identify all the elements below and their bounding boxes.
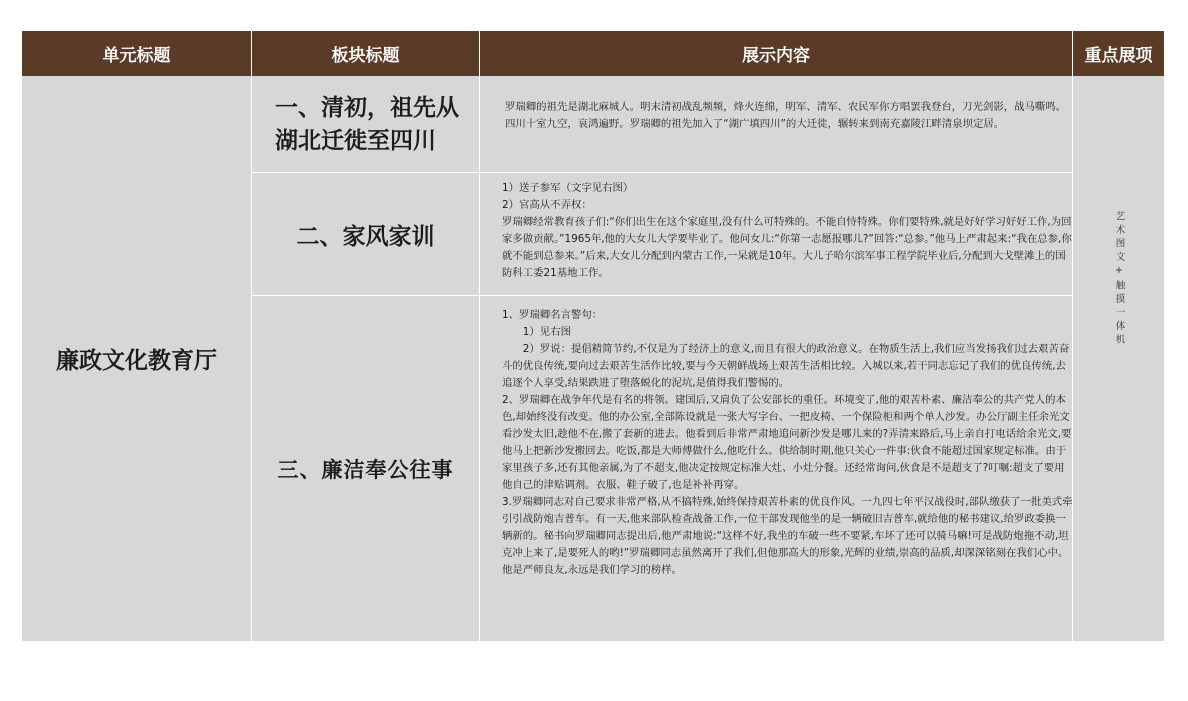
section-title-3: 三、廉洁奉公往事: [277, 457, 454, 482]
content-paragraph: 2、罗瑞卿在战争年代是有名的将领。建国后,又肩负了公安部长的重任。环境变了,他的艰苦朴素、廉洁奉公的共产党人的本色,却始终没有改变。他的办公室,全部陈设就是一张大写字台、一把皮椅、一个保险柜和两个单人沙发。办公厅副主任余光文看沙发太旧,趁他不在,搬了套新的进去。他看到后非常严肃地追问新沙发是哪儿来的?弄清来路后,马上亲自打电话给余光文,要他马上把新沙发搬回去。吃饭,都是大师傅做什么,他吃什么。供给制时期,他只关心一件事:伙食不能超过国家规定标准。由于家里孩子多,还有其他亲属,为了不超支,他决定按规定标准大灶、小灶分餐。还经常询问,伙食是不是超支了?叮嘱:超支了要用他自己的津贴调剂。衣服、鞋子破了,也是补补再穿。: [502, 394, 1072, 491]
content-paragraph: 2）官高从不弄权：: [502, 199, 592, 211]
content-paragraph: 1）送子参军（文字见右图）: [502, 182, 634, 194]
header-content: 展示内容: [480, 31, 1072, 76]
section-title-2: 二、家风家训: [296, 223, 435, 250]
content-paragraph: 罗瑞卿的祖先是湖北麻城人。明末清初战乱频频，烽火连绵，明军、清军、农民军你方唱罢我登台，刀光剑影，战马嘶鸣。四川十室九空，哀鸿遍野。罗瑞卿的祖先加入了“湖广填四川”的大迁徙，辗转来到南充嘉陵江畔清泉坝定居。: [505, 101, 1067, 130]
unit-title: 廉政文化教育厅: [56, 348, 217, 374]
section-title-1: [252, 77, 479, 172]
header-section-title: 板块标题: [252, 31, 479, 76]
header-unit-title: 单元标题: [22, 31, 251, 76]
section-title-1-line1: 一、清初，祖先从: [275, 94, 459, 121]
section-content-2: [502, 180, 1074, 282]
column-divider: [479, 31, 480, 641]
content-paragraph: 2）罗说：提倡精简节约,不仅是为了经济上的意义,而且有很大的政治意义。在物质生活上,我们应当发扬我们过去艰苦奋斗的优良传统,要向过去艰苦生活作比较,要与今天朝鲜战场上艰苦生活相比较。入城以来,若干同志忘记了我们的优良传统,去追逐个人享受,结果跌进了堕落蜕化的泥坑,是值得我们警惕的。: [502, 343, 1070, 389]
section-content-3: [502, 307, 1074, 579]
content-paragraph: 罗瑞卿经常教育孩子们:“你们出生在这个家庭里,没有什么可特殊的。不能自恃特殊。你们要特殊,就是好好学习好好工作,为回家多做贡献。”1965年,他的大女儿大学要毕业了。他问女儿:“你第一志愿报哪儿?”回答:“总参。”他马上严肃起来:“我在总参,你就不能到总参来。”后来,大女儿分配到内蒙古工作,一呆就是10年。大儿子哈尔滨军事工程学院毕业后,分配到大戈壁滩上的国防科工委21基地工作。: [502, 216, 1072, 279]
focus-item-cell: [1073, 76, 1164, 641]
section-content-1: [502, 99, 1074, 133]
content-paragraph: 1）见右图: [522, 326, 571, 338]
section-title-1-line2: 湖北迁徙至四川: [275, 127, 436, 154]
exhibition-table: [22, 31, 1164, 641]
focus-item-text: 艺术图文+触摸一体机: [1113, 211, 1125, 348]
header-focus-item: 重点展项: [1073, 31, 1164, 76]
content-paragraph: 3.罗瑞卿同志对自己要求非常严格,从不搞特殊,始终保持艰苦朴素的优良作风。一九四七年平汉战役时,部队缴获了一批美式牵引引战防炮吉普车。有一天,他来部队检查战备工作,一位干部发现他坐的是一辆破旧吉普车,就给他的秘书建议,给罗政委换一辆新的。秘书向罗瑞卿同志提出后,他严肃地说:“这样不好,我坐的车破一些不要紧,车坏了还可以骑马嘛!可是战防炮拖不动,坦克冲上来了,是要死人的哟!”罗瑞卿同志虽然离开了我们,但他那高大的形象,光辉的业绩,崇高的品质,却深深铭刻在我们心中。他是严师良友,永远是我们学习的榜样。: [502, 496, 1073, 576]
content-paragraph: 1、罗瑞卿名言警句：: [502, 309, 603, 321]
